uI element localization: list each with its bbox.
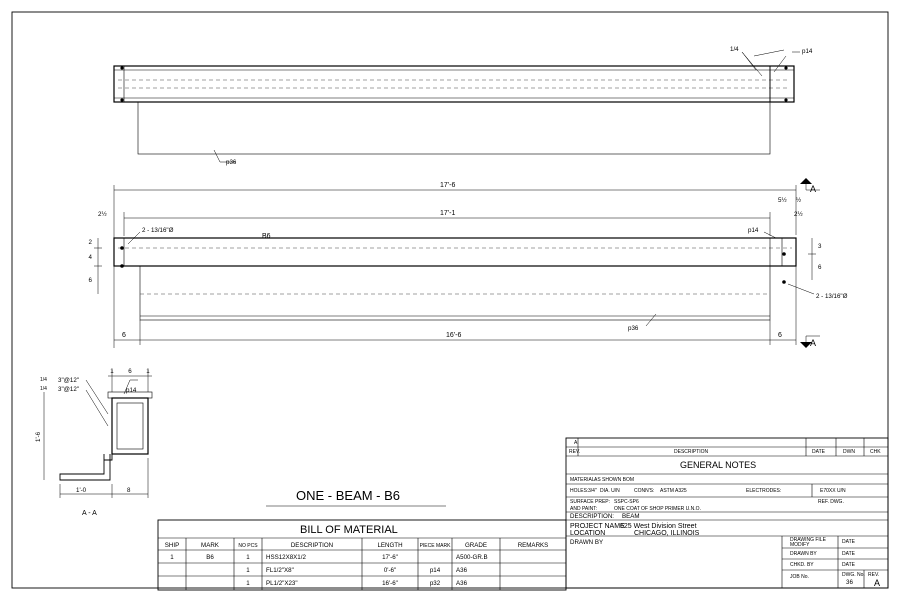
project-name-value: 625 West Division Street [620,523,697,530]
bom-cell: B6 [206,554,214,561]
section-top-dimension: 1 [110,368,114,375]
bom-cell: 16'-6" [382,580,398,587]
bom-cell: 1 [170,554,174,561]
rev-header: REV. [569,449,581,455]
bom-header-cell: DESCRIPTION [290,542,334,549]
dwg-no-label: DWG. No. [842,572,865,578]
plate-mark-bottom: p36 [628,325,639,332]
sheet-border [12,12,888,588]
top-view [114,46,813,166]
elevation-hss-beam [114,238,796,266]
weld-a: 3"@12" [58,377,79,384]
bom-cell: PL1/2"X23" [266,580,298,587]
rev-label: REV. [868,572,880,578]
rev-a: A [574,440,578,446]
inner-length-dimension: 17'-1 [440,210,456,217]
bottom-right-dimension: 6 [778,332,782,339]
top-view-hole [784,98,787,101]
elevation-bolt-hole [782,252,786,256]
bom-header-cell: NO PCS [238,543,258,549]
connections-label: CONN'S: [634,488,655,494]
bom-cell: A36 [456,567,468,574]
section-marker: A [810,338,817,348]
bom-cell: 1 [246,554,250,561]
section-label: A - A [82,510,97,517]
left-offset-dimension: 2½ [98,211,107,218]
bom-rows [170,554,487,587]
modify-label: MODIFY [790,542,810,548]
bom-cell: 1 [246,567,250,574]
bom-cell: p32 [429,580,441,587]
elevation-bolt-hole [782,280,786,284]
right-dimension: 6 [818,264,822,271]
elevation-bolt-hole [120,246,124,250]
holes-dia: DIA. U/N [600,488,620,494]
fillet-a: 1/4 [40,377,47,383]
date-label: DATE [842,562,855,568]
holes-value: 3/4" [588,488,597,494]
section-height-dimension: 1'-6 [35,431,42,442]
weld-b: 3"@12" [58,386,79,393]
leader-line [788,284,814,294]
left-dimension: 4 [88,254,92,261]
chk-header: CHK [870,449,881,455]
drawn-by-label: DRAWN BY [570,539,604,546]
section-top-dimension: 1 [146,368,150,375]
bom-header-cell: MARK [201,542,219,549]
plate-mark-callout: p36 [226,159,237,166]
right-offset-dimension: 2½ [794,211,803,218]
bom-header-cell: SHIP [164,542,180,549]
section-top-dimension: 6 [128,368,132,375]
material-label: MATERIAL: [570,477,597,483]
bom-header-cell: GRADE [464,542,488,549]
bottom-length-dimension: 16'-6 [446,332,462,339]
top-view-hole [120,98,123,101]
plate-mark-callout: p14 [802,48,813,55]
project-name-label: PROJECT NAME [570,523,625,530]
top-view-bottom-plate [138,102,770,154]
weld-callout [86,380,108,426]
dwn-header: DWN [843,449,855,455]
description-label: DESCRIPTION: [570,513,615,520]
bom-cell: 1 [246,580,250,587]
plate-mark-top: p14 [748,227,759,234]
left-dimensions [89,239,93,284]
bom-cell: FL1/2"X8" [266,567,294,574]
leader-line [742,50,784,76]
hole-note-right: 2 - 13/16"Ø [816,293,848,300]
dwg-no-value: 36 [846,579,853,586]
location-value: CHICAGO, ILLINOIS [634,530,700,537]
bom-header-cell: PIECE MARK [419,543,451,549]
location-label: LOCATION [570,530,606,537]
right-dimensions [818,243,822,271]
holes-label: HOLES: [570,488,589,494]
paint-label: AND PAINT: [570,506,598,512]
bom-title: BILL OF MATERIAL [300,524,398,536]
section-a-a [35,368,152,517]
title-block [566,438,888,588]
section-bent-plate [60,454,112,480]
right-offset-dimension: 5½ [778,197,787,204]
bom-cell: 17'-6" [382,554,398,561]
bom-header-cell: REMARKS [517,542,549,549]
elevation-bottom-plate [140,266,770,320]
job-no-label: JOB No. [790,574,809,580]
bom-cell: A36 [456,580,468,587]
top-view-hole [120,66,123,69]
drawing-file-label: DRAWING FILE [790,537,826,543]
date-header: DATE [812,449,825,455]
checked-by-label: CHKD. BY [790,562,814,568]
fillet-b: 1/4 [40,386,47,392]
surface-prep-value: SSPC-SP6 [614,499,639,505]
bom-cell: A500-GR.B [456,554,488,561]
overall-length-dimension: 17'-6 [440,182,456,189]
fillet-callout: 1/4 [730,46,739,53]
description-value: BEAM [622,513,640,520]
bill-of-material [158,520,566,590]
left-dimension: 6 [88,277,92,284]
bom-cell: 0'-6" [383,567,397,574]
paint-value: ONE COAT OF SHOP PRIMER U.N.O. [614,506,701,512]
section-hss-outline [112,398,148,454]
section-hss-inner [117,403,143,449]
bom-columns [186,538,500,590]
bom-cell: HSS12X8X1/2 [266,554,306,561]
section-bottom-dimension: 1'-0 [76,487,87,494]
description-header: DESCRIPTION [674,449,709,455]
top-view-hole [784,66,787,69]
ref-dwg-label: REF. DWG. [818,499,844,505]
date-label: DATE [842,539,855,545]
right-dimension: 3 [818,243,822,250]
elevation-view [89,178,848,348]
general-notes-title: GENERAL NOTES [680,460,757,470]
bom-header-row [165,542,549,549]
electrodes-value: E70XX U/N [820,488,846,494]
bom-cell: p14 [429,567,441,574]
surface-prep-label: SURFACE PREP: [570,499,611,505]
elevation-end-plate [782,238,796,266]
elevation-bolt-hole [120,264,124,268]
top-view-end-plate [770,66,794,102]
electrodes-label: ELECTRODES: [746,488,782,494]
left-dimension: 2 [88,239,92,246]
section-marker: A [810,184,817,194]
section-top-dims [110,368,150,375]
section-bottom-dimension: 8 [127,487,131,494]
date-label: DATE [842,551,855,557]
bom-header-cell: LENGTH [377,542,403,549]
right-offset-dimension: ½ [796,197,802,204]
beam-mark: B6 [262,233,271,240]
top-view-hss-beam [114,66,794,102]
section-plate-mark: p14 [126,387,137,394]
rev-value: A [874,578,881,588]
connections-value: ASTM A325 [660,488,687,494]
hole-note-left: 2 - 13/16"Ø [142,227,174,234]
bottom-left-dimension: 6 [122,332,126,339]
material-value: AS SHOWN BOM [594,477,635,483]
piece-title: ONE - BEAM - B6 [296,488,401,503]
drawn-by-small-label: DRAWN BY [790,551,817,557]
